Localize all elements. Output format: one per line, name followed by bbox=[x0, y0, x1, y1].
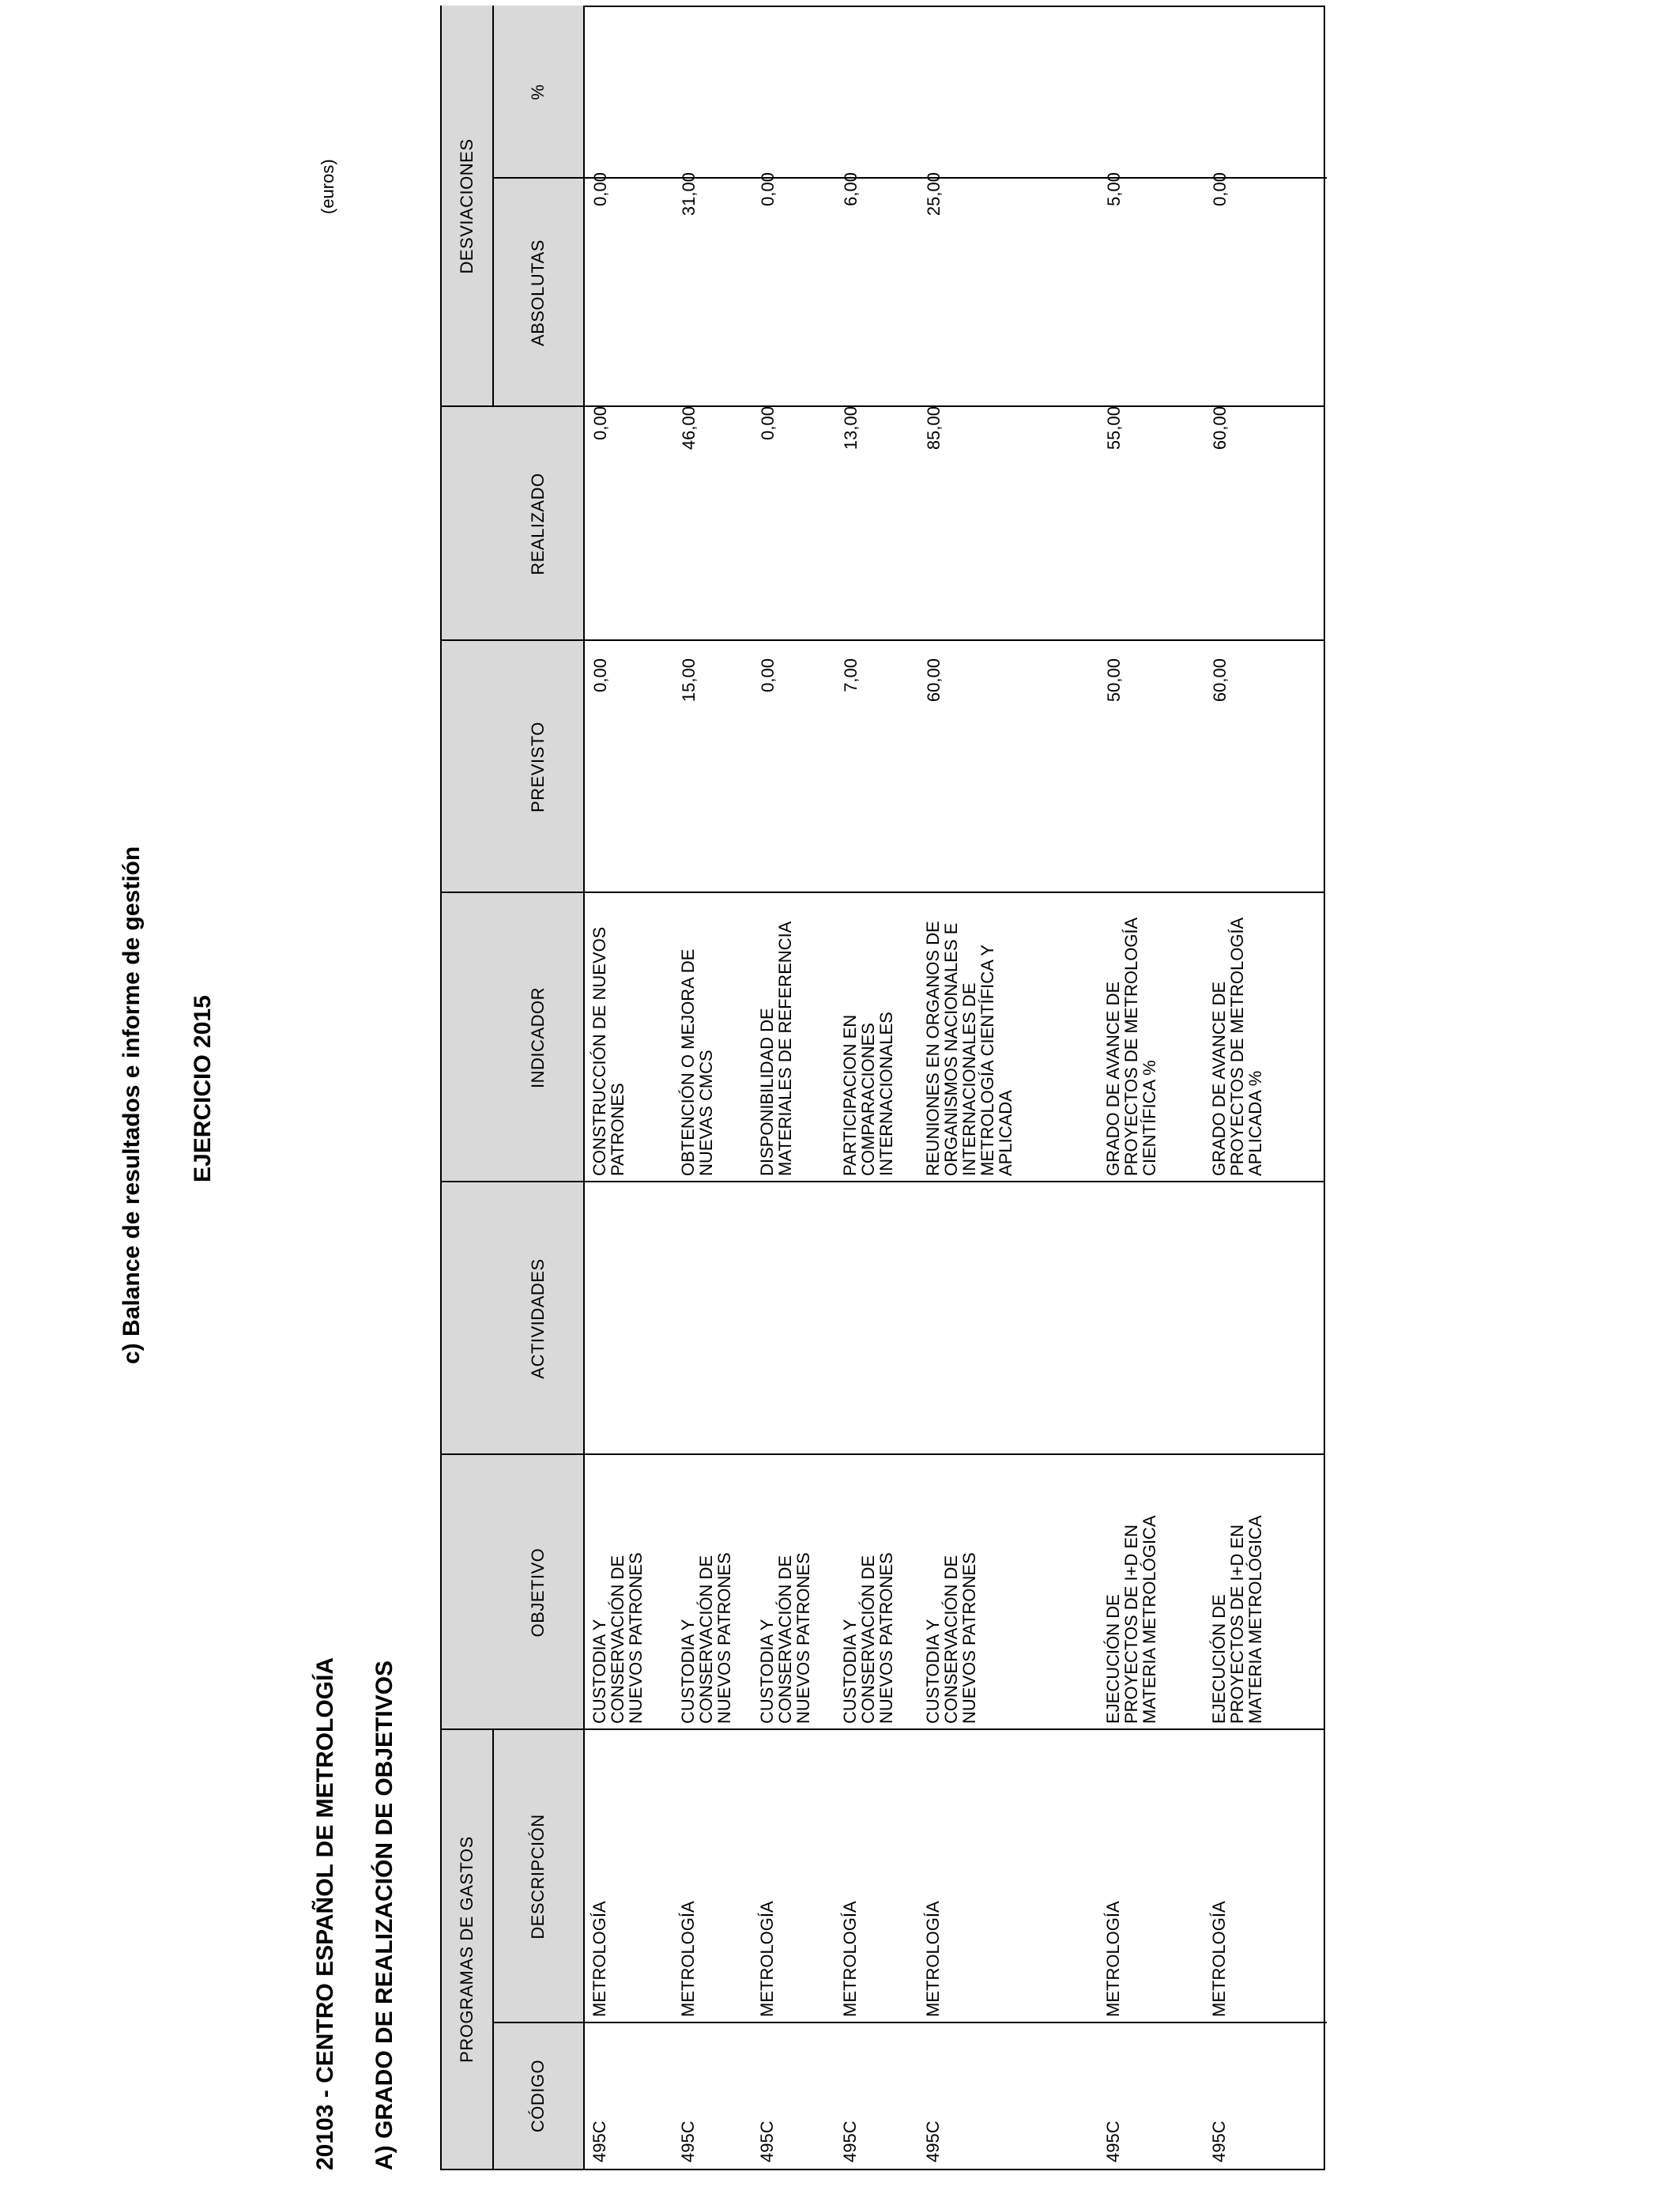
cell-objetivo: EJECUCIÓN DE PROYECTOS DE I+D EN MATERIA METROLÓGICA bbox=[1209, 1515, 1265, 1724]
cell-descripcion: METROLOGÍA bbox=[1103, 1901, 1123, 2017]
cell-realizado: 85,00 bbox=[924, 406, 944, 450]
col-header-descripcion: DESCRIPCIÓN bbox=[492, 1730, 583, 2023]
cell-objetivo: CUSTODIA Y CONSERVACIÓN DE NUEVOS PATRONES bbox=[757, 1552, 813, 1724]
cell-codigo: 495C bbox=[757, 2120, 777, 2162]
col-header-previsto: PREVISTO bbox=[442, 641, 583, 893]
cell-absolutas: 0,00 bbox=[590, 172, 610, 206]
cell-realizado: 46,00 bbox=[679, 406, 699, 450]
cell-realizado: 0,00 bbox=[590, 406, 610, 440]
cell-absolutas: 5,00 bbox=[1104, 172, 1124, 206]
cell-descripcion: METROLOGÍA bbox=[757, 1901, 777, 2017]
cell-indicador: REUNIONES EN ORGANOS DE ORGANISMOS NACIONALES E INTERNACIONALES DE METROLOGÍA CIENTÍFICA Y APLICADA bbox=[923, 921, 1015, 1176]
col-header-porcentaje: % bbox=[492, 6, 583, 179]
cell-indicador: DISPONIBILIDAD DE MATERIALES DE REFERENCIA bbox=[757, 921, 795, 1176]
cell-objetivo: CUSTODIA Y CONSERVACIÓN DE NUEVOS PATRONES bbox=[923, 1552, 979, 1724]
cell-codigo: 495C bbox=[923, 2120, 943, 2162]
cell-realizado: 0,00 bbox=[758, 406, 778, 440]
cell-previsto: 0,00 bbox=[590, 658, 610, 692]
cell-descripcion: METROLOGÍA bbox=[678, 1901, 698, 2017]
col-header-indicador: INDICADOR bbox=[442, 893, 583, 1182]
entity-heading: 20103 - CENTRO ESPAÑOL DE METROLOGÍA bbox=[312, 1657, 338, 2170]
cell-previsto: 50,00 bbox=[1104, 658, 1124, 703]
cell-previsto: 15,00 bbox=[679, 658, 699, 703]
cell-previsto: 0,00 bbox=[758, 658, 778, 692]
col-header-objetivo: OBJETIVO bbox=[442, 1455, 583, 1730]
group-header-programas: PROGRAMAS DE GASTOS bbox=[442, 1730, 492, 2169]
units-label: (euros) bbox=[318, 159, 337, 214]
cell-previsto: 7,00 bbox=[841, 658, 861, 692]
cell-realizado: 60,00 bbox=[1210, 406, 1230, 450]
objectives-table bbox=[440, 6, 1325, 2170]
report-title: c) Balance de resultados e informe de gestión bbox=[119, 846, 145, 1364]
col-header-codigo: CÓDIGO bbox=[492, 2023, 583, 2169]
col-header-actividades: ACTIVIDADES bbox=[442, 1182, 583, 1455]
cell-codigo: 495C bbox=[1209, 2120, 1229, 2162]
cell-absolutas: 31,00 bbox=[679, 172, 699, 217]
cell-indicador: PARTICIPACION EN COMPARACIONES INTERNACIONALES bbox=[840, 1012, 896, 1176]
cell-codigo: 495C bbox=[1103, 2120, 1123, 2162]
fiscal-year-title: EJERCICIO 2015 bbox=[190, 995, 216, 1182]
cell-descripcion: METROLOGÍA bbox=[840, 1901, 860, 2017]
cell-descripcion: METROLOGÍA bbox=[923, 1901, 943, 2017]
cell-previsto: 60,00 bbox=[1210, 658, 1230, 703]
cell-codigo: 495C bbox=[590, 2120, 609, 2162]
cell-indicador: CONSTRUCCIÓN DE NUEVOS PATRONES bbox=[590, 926, 627, 1176]
col-header-absolutas: ABSOLUTAS bbox=[492, 179, 583, 407]
cell-indicador: OBTENCIÓN O MEJORA DE NUEVAS CMCS bbox=[678, 948, 716, 1176]
cell-objetivo: CUSTODIA Y CONSERVACIÓN DE NUEVOS PATRONES bbox=[840, 1552, 896, 1724]
cell-absolutas: 25,00 bbox=[924, 172, 944, 217]
cell-objetivo: CUSTODIA Y CONSERVACIÓN DE NUEVOS PATRONES bbox=[678, 1552, 734, 1724]
cell-codigo: 495C bbox=[840, 2120, 860, 2162]
cell-indicador: GRADO DE AVANCE DE PROYECTOS DE METROLOGÍA APLICADA % bbox=[1209, 918, 1265, 1176]
cell-descripcion: METROLOGÍA bbox=[590, 1901, 609, 2017]
col-header-realizado: REALIZADO bbox=[442, 407, 583, 641]
cell-realizado: 55,00 bbox=[1104, 406, 1124, 450]
section-heading: A) GRADO DE REALIZACIÓN DE OBJETIVOS bbox=[371, 1660, 397, 2170]
cell-objetivo: CUSTODIA Y CONSERVACIÓN DE NUEVOS PATRONES bbox=[590, 1552, 646, 1724]
cell-absolutas: 6,00 bbox=[841, 172, 861, 206]
cell-previsto: 60,00 bbox=[924, 658, 944, 703]
cell-indicador: GRADO DE AVANCE DE PROYECTOS DE METROLOGÍA CIENTÍFICA % bbox=[1103, 918, 1159, 1176]
cell-descripcion: METROLOGÍA bbox=[1209, 1901, 1229, 2017]
cell-realizado: 13,00 bbox=[841, 406, 861, 450]
group-header-desviaciones: DESVIACIONES bbox=[442, 6, 492, 407]
cell-codigo: 495C bbox=[678, 2120, 698, 2162]
cell-absolutas: 0,00 bbox=[758, 172, 778, 206]
cell-objetivo: EJECUCIÓN DE PROYECTOS DE I+D EN MATERIA METROLÓGICA bbox=[1103, 1515, 1159, 1724]
cell-absolutas: 0,00 bbox=[1210, 172, 1230, 206]
